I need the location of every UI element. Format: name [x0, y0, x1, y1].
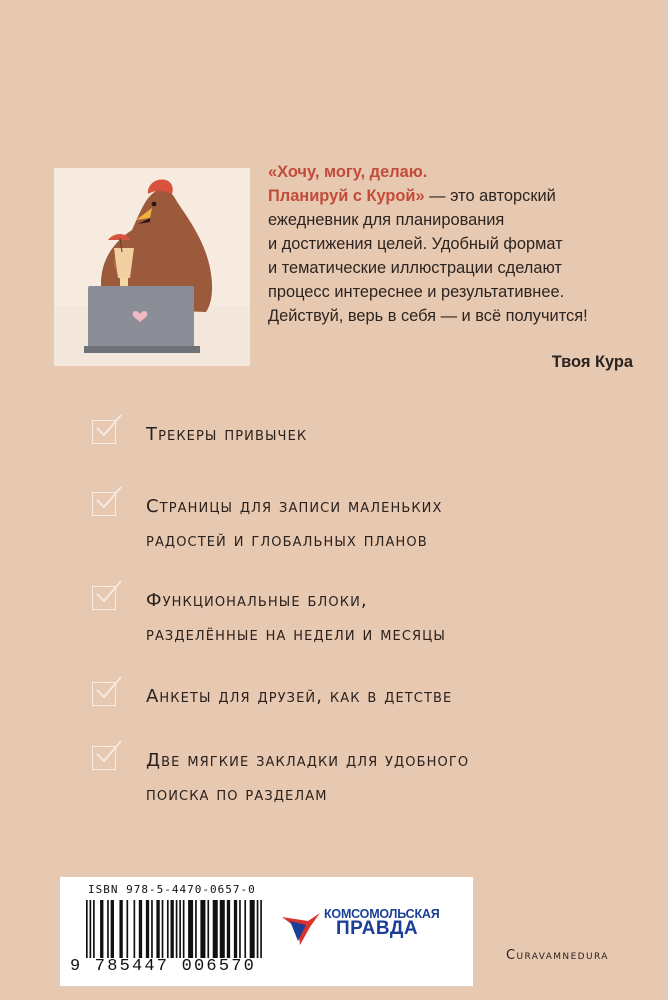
- barcode-bar: [170, 900, 173, 958]
- quote-signature: Твоя Кура: [551, 353, 633, 371]
- barcode-digits: 9 785447 006570: [70, 957, 257, 976]
- feature-text: [146, 418, 307, 452]
- feature-line: разделённые на недели и месяцы: [146, 624, 446, 645]
- quote-line: Действуй, верь в себя — и всё получится!: [268, 307, 588, 325]
- brand-name: Curavamnedura: [506, 948, 609, 963]
- quote-line-1: «Хочу, могу, делаю.: [268, 163, 428, 181]
- feature-text: [146, 680, 452, 714]
- barcode-bar: [250, 900, 255, 958]
- feature-line: Две мягкие закладки для удобного: [146, 750, 470, 771]
- quote-line: ежедневник для планирования: [268, 211, 505, 229]
- barcode-bar: [86, 900, 88, 958]
- hen-with-laptop-icon: [54, 168, 250, 366]
- barcode-bar: [207, 900, 209, 958]
- barcode-bar: [100, 900, 103, 958]
- checkmark-icon: [92, 420, 116, 444]
- checkmark-icon: [92, 492, 116, 516]
- barcode-panel: [60, 877, 473, 986]
- feature-line: Трекеры привычек: [146, 424, 308, 445]
- bird-logo-icon: [280, 907, 322, 947]
- quote-title: Планируй с Курой»: [268, 187, 425, 205]
- barcode-bar: [244, 900, 246, 958]
- barcode-bar: [183, 900, 185, 958]
- barcode-bar: [139, 900, 142, 958]
- checkmark-icon: [92, 746, 116, 770]
- feature-line: Страницы для записи маленьких: [146, 496, 443, 517]
- barcode-bar: [260, 900, 262, 958]
- barcode-bar: [134, 900, 136, 958]
- checkmark-icon: [92, 586, 116, 610]
- isbn-label: ISBN 978-5-4470-0657-0: [88, 883, 256, 896]
- feature-line: Анкеты для друзей, как в детстве: [146, 686, 453, 707]
- barcode-bar: [176, 900, 178, 958]
- publisher-name-line1: КОМСОМОЛЬСКАЯ: [324, 907, 440, 921]
- barcode-bar: [179, 900, 181, 958]
- barcode-bar: [107, 900, 109, 958]
- barcode-bar: [167, 900, 169, 958]
- barcode-bar: [213, 900, 218, 958]
- barcode-bar: [156, 900, 159, 958]
- quote-line: процесс интереснее и результативнее.: [268, 283, 565, 301]
- publisher-logo: [280, 907, 465, 947]
- feature-text: [146, 584, 446, 652]
- barcode-bar: [188, 900, 193, 958]
- description-quote: [268, 160, 640, 371]
- barcode-bar: [227, 900, 230, 958]
- feature-text: [146, 744, 469, 812]
- quote-line-2: [268, 184, 640, 208]
- feature-line: Функциональные блоки,: [146, 590, 368, 611]
- publisher-name-line2: ПРАВДА: [336, 918, 419, 939]
- barcode-bar: [195, 900, 197, 958]
- quote-line: и тематические иллюстрации сделают: [268, 259, 562, 277]
- barcode-bar: [119, 900, 122, 958]
- barcode-bar: [239, 900, 241, 958]
- feature-line: радостей и глобальных планов: [146, 530, 428, 551]
- barcode: [86, 900, 262, 958]
- quote-line-2-rest: — это авторский: [424, 187, 556, 205]
- barcode-bar: [93, 900, 95, 958]
- barcode-bar: [257, 900, 259, 958]
- barcode-bar: [111, 900, 114, 958]
- feature-text: [146, 490, 443, 558]
- barcode-bar: [126, 900, 128, 958]
- quote-line: и достижения целей. Удобный формат: [268, 235, 563, 253]
- checkmark-icon: [92, 682, 116, 706]
- barcode-bar: [151, 900, 153, 958]
- barcode-bar: [146, 900, 149, 958]
- barcode-bar: [200, 900, 205, 958]
- feature-line: поиска по разделам: [146, 784, 328, 805]
- barcode-bar: [220, 900, 225, 958]
- barcode-bar: [162, 900, 164, 958]
- barcode-bar: [234, 900, 237, 958]
- barcode-bar: [90, 900, 92, 958]
- hen-illustration: [54, 168, 250, 366]
